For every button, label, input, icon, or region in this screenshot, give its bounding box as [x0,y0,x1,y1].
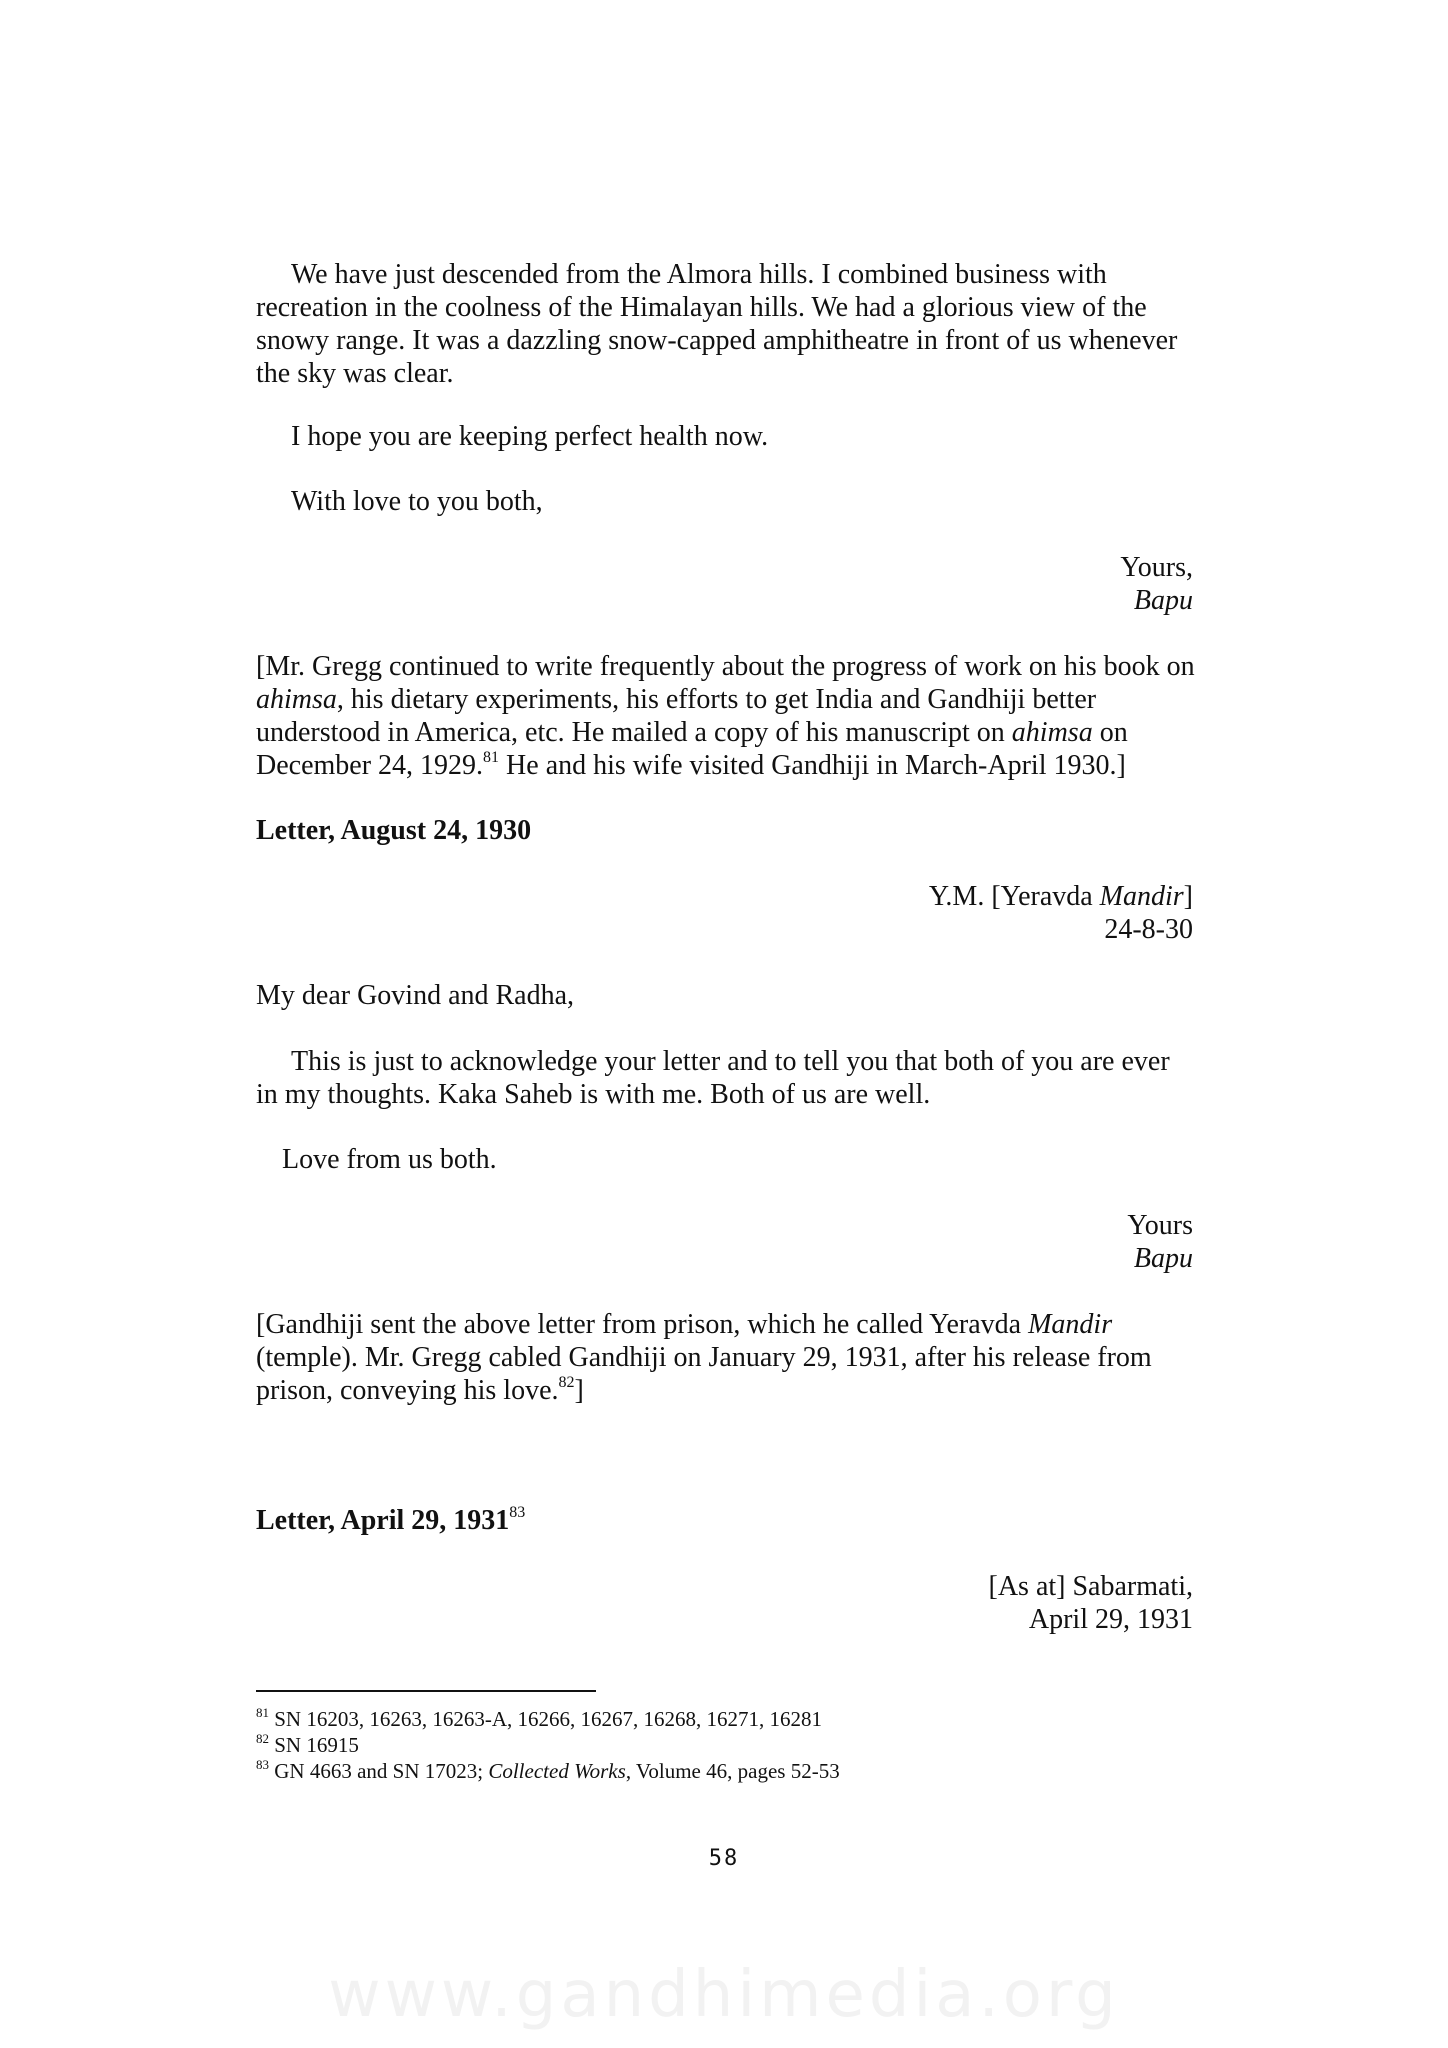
letter-heading-1: Letter, August 24, 1930 [256,815,532,846]
note-1-part: He and his wife visited Gandhiji in March-April 1930.] [499,750,1126,781]
note-1-italic: ahimsa [256,684,337,715]
address-line: [As at] Sabarmati, [988,1571,1193,1602]
footnote-81 [256,1706,840,1732]
signature-block-2 [1127,1209,1193,1275]
footnote-83 [256,1758,840,1784]
paragraph-health-wrap [256,420,1196,453]
signature-closing: Yours [1127,1210,1193,1241]
signature-name: Bapu [1133,1243,1193,1274]
note-2-part: (temple). Mr. Gregg cabled Gandhiji on January 29, 1931, after his release from prison, conveying his love. [256,1342,1152,1406]
note-2-part: ] [574,1375,584,1406]
paragraph-love-both: Love from us both. [282,1144,497,1175]
note-2-text [256,1308,1196,1407]
watermark: www.gandhimedia.org [328,1958,1120,2032]
address-part: Y.M. [Yeravda [928,881,1100,912]
editorial-note-2 [256,1308,1196,1407]
date-line: April 29, 1931 [1028,1604,1193,1635]
address-block-1 [929,880,1193,946]
footnote-number: 83 [256,1757,269,1772]
date-line: 24-8-30 [1104,914,1193,945]
paragraph-love: With love to you both, [291,486,543,517]
note-1-part: [Mr. Gregg continued to write frequently about the progress of work on his book on [256,651,1195,682]
footnote-italic: Collected Works [488,1759,626,1783]
footnote-text: SN 16203, 16263, 16263-A, 16266, 16267, 16268, 16271, 16281 [274,1707,823,1731]
footnotes [256,1706,840,1784]
letter-body-1 [256,258,1196,390]
footnote-ref-81: 81 [483,749,500,766]
note-1-italic: ahimsa [1011,717,1093,748]
signature-closing: Yours, [1120,552,1193,583]
salutation: My dear Govind and Radha, [256,980,575,1011]
footnote-ref-83: 83 [509,1504,526,1521]
note-2-part: [Gandhiji sent the above letter from prison, which he called Yeravda [256,1309,1029,1340]
note-1-part: , his dietary experiments, his efforts to get India and Gandhiji better understood in America, etc. He mailed a copy of his manuscript on [256,684,1097,748]
editorial-note-1 [256,650,1196,782]
paragraph-health: I hope you are keeping perfect health now. [291,421,769,452]
address-line [929,880,1193,913]
paragraph-acknowledge: This is just to acknowledge your letter and to tell you that both of you are ever in my thoughts. Kaka Saheb is with me. Both of us are well. [256,1046,1170,1110]
signature-block-1 [1120,551,1193,617]
paragraph-love-both-wrap [256,1143,1196,1176]
address-italic: Mandir [1099,881,1184,912]
heading-2-text: Letter, April 29, 1931 [256,1505,510,1536]
address-part: ] [1183,881,1193,912]
footnote-text: GN 4663 and SN 17023; [274,1759,489,1783]
footnote-text: , Volume 46, pages 52-53 [625,1759,840,1783]
address-block-2 [989,1570,1194,1636]
signature-name: Bapu [1133,585,1193,616]
footnote-divider [256,1690,596,1692]
footnote-number: 82 [256,1731,269,1746]
footnote-text: SN 16915 [274,1733,359,1757]
letter-heading-2 [256,1504,525,1537]
footnote-ref-82: 82 [558,1374,575,1391]
note-1-part: on December 24, 1929. [256,717,1128,781]
footnote-number: 81 [256,1705,269,1720]
paragraph-love-wrap [256,485,1196,518]
paragraph-almora: We have just descended from the Almora hills. I combined business with recreation in the coolness of the Himalayan hills. We had a glorious view of the snowy range. It was a dazzling snow-capped amphitheatre in front of us whenever the sky was clear. [256,259,1178,389]
footnote-82 [256,1732,840,1758]
page-number: 58 [708,1846,740,1871]
salutation-wrap [256,979,1196,1012]
note-2-italic: Mandir [1028,1309,1113,1340]
note-1-text [256,650,1196,782]
paragraph-acknowledge-wrap [256,1045,1196,1111]
